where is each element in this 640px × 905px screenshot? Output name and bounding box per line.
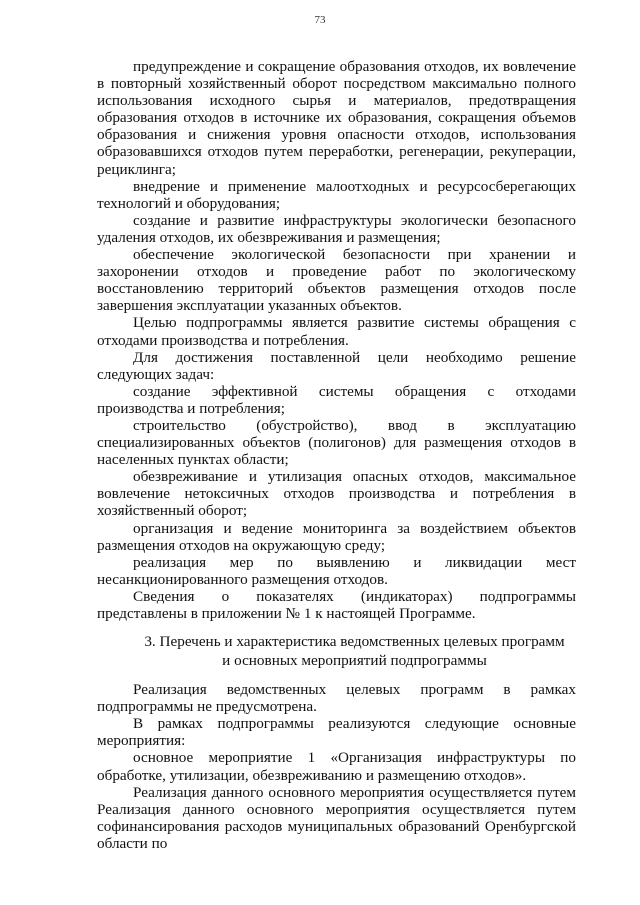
paragraph: основное мероприятие 1 «Организация инфраструктуры по обработке, утилизации, обезвреживанию и размещению отходов». bbox=[97, 749, 576, 784]
paragraph: организация и ведение мониторинга за воздействием объектов размещения отходов на окружающую среду; bbox=[97, 519, 576, 554]
paragraph: создание и развитие инфраструктуры экологически безопасного удаления отходов, их обезвреживания и размещения; bbox=[97, 211, 576, 246]
spacer bbox=[97, 622, 576, 633]
document-body bbox=[97, 58, 576, 852]
section-heading-line: 3. Перечень и характеристика ведомственных целевых программ bbox=[144, 633, 565, 651]
paragraph: Целью подпрограммы является развитие системы обращения с отходами производства и потребления. bbox=[97, 314, 576, 349]
paragraph: внедрение и применение малоотходных и ресурсосберегающих технологий и оборудования; bbox=[97, 177, 576, 212]
paragraph: Реализация данного основного мероприятия осуществляется путем Реализация данного основного мероприятия осуществляется путем софинансирования расходов муниципальных образований Оренбургской области по bbox=[97, 783, 576, 852]
section-heading bbox=[97, 633, 576, 670]
paragraph: Сведения о показателях (индикаторах) подпрограммы представлены в приложении № 1 к настоящей Программе. bbox=[97, 587, 576, 622]
paragraph: В рамках подпрограммы реализуются следующие основные мероприятия: bbox=[97, 715, 576, 750]
spacer bbox=[97, 670, 576, 681]
paragraph: создание эффективной системы обращения с отходами производства и потребления; bbox=[97, 382, 576, 417]
paragraph: строительство (обустройство), ввод в эксплуатацию специализированных объектов (полигонов) для размещения отходов в населенных пунктах области; bbox=[97, 416, 576, 469]
paragraph: обезвреживание и утилизация опасных отходов, максимальное вовлечение нетоксичных отходов производства и потребления в хозяйственный оборот; bbox=[97, 468, 576, 520]
paragraph: Для достижения поставленной цели необходимо решение следующих задач: bbox=[97, 348, 576, 383]
paragraph: обеспечение экологической безопасности при хранении и захоронении отходов и проведение работ по экологическому восстановлению территорий объектов размещения отходов после завершения эксплуатации указанных объектов. bbox=[97, 246, 576, 315]
page-number: 73 bbox=[314, 14, 326, 26]
paragraph: реализация мер по выявлению и ликвидации мест несанкционированного размещения отходов. bbox=[97, 553, 576, 588]
paragraph: предупреждение и сокращение образования отходов, их вовлечение в повторный хозяйственный оборот посредством максимально полного использования исходного сырья и материалов, предотвращения образования отходов в источнике их образования, сокращения объемов образования и снижения уровня опасности отходов, использования образовавшихся отходов путем переработки, регенерации, рекуперации, рециклинга; bbox=[97, 58, 576, 178]
section-heading-line: и основных мероприятий подпрограммы bbox=[222, 651, 487, 669]
paragraph: Реализация ведомственных целевых программ в рамках подпрограммы не предусмотрена. bbox=[97, 681, 576, 716]
